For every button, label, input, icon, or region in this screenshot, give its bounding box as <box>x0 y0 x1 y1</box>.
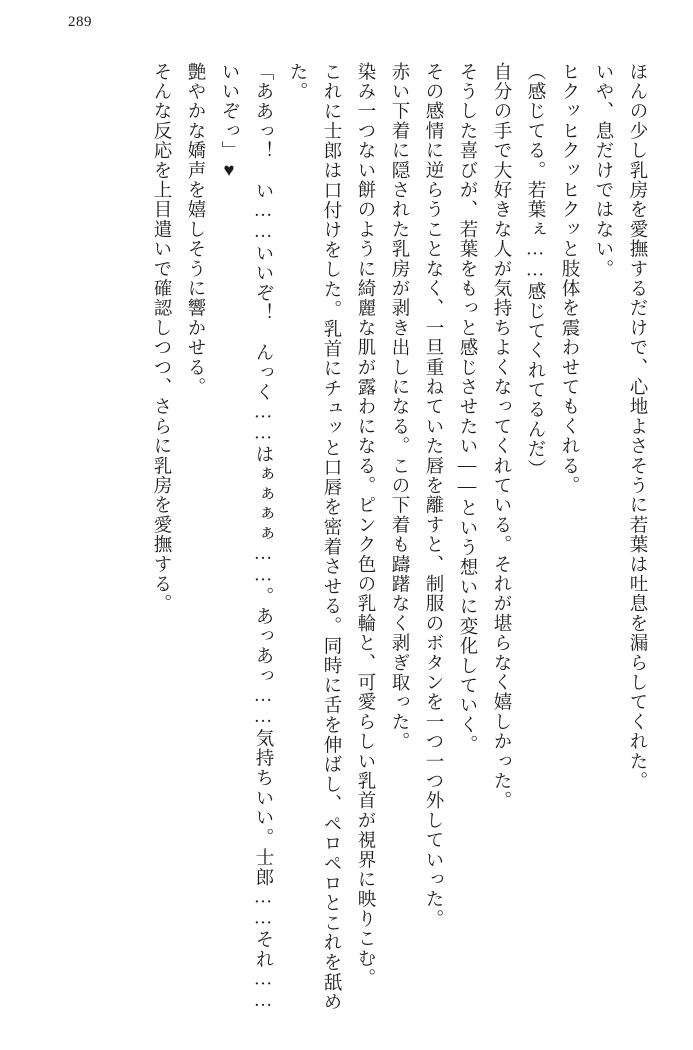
paragraph: これに士郎は口付けをした。乳首にチュッと口唇を密着させる。同時に舌を伸ばし、ペロペロとこれを舐めた。 <box>287 62 341 1012</box>
paragraph: そんな反応を上目遣いで確認しつつ、さらに乳房を愛撫する。 <box>151 62 171 614</box>
paragraph: その感情に逆らうことなく、一旦重ねていた唇を離すと、制服のボタンを一つ一つ外していった。 <box>423 62 443 929</box>
paragraph: （感じてる。若葉ぇ……感じてくれてるんだ） <box>525 62 545 479</box>
dialogue-text: 「ああっ！ い……いいぞ！ んっく……はぁぁぁぁ……。あっあっ……気持ちいい。士郎……それ……いいぞっ」 <box>219 62 273 1012</box>
paragraph: ヒクッヒクッヒクッと肢体を震わせてもくれる。 <box>559 62 579 496</box>
page-number: 289 <box>68 14 92 30</box>
paragraph: 自分の手で大好きな人が気持ちよくなってくれている。それが堪らなく嬉しかった。 <box>491 62 511 811</box>
paragraph-with-heart <box>212 62 280 1012</box>
paragraph: そうした喜びが、若葉をもっと感じさせたい――という想いに変化していく。 <box>457 62 477 755</box>
heart-icon: ♥ <box>219 160 239 182</box>
paragraph: 赤い下着に隠された乳房が剥き出しになる。この下着も躊躇なく剥ぎ取った。 <box>389 62 409 752</box>
paragraph: 艶やかな嬌声を嬉しそうに響かせる。 <box>185 62 205 397</box>
paragraph: いや、息だけではない。 <box>593 62 613 279</box>
paragraph: ほんの少し乳房を愛撫するだけで、心地よさそうに若葉は吐息を漏らしてくれた。 <box>627 62 647 791</box>
page-body-text <box>40 62 654 1012</box>
paragraph: 染み一つない餅のように綺麗な肌が露わになる。ピンク色の乳輪と、可愛らしい乳首が視界に映りこむ。 <box>355 62 375 988</box>
